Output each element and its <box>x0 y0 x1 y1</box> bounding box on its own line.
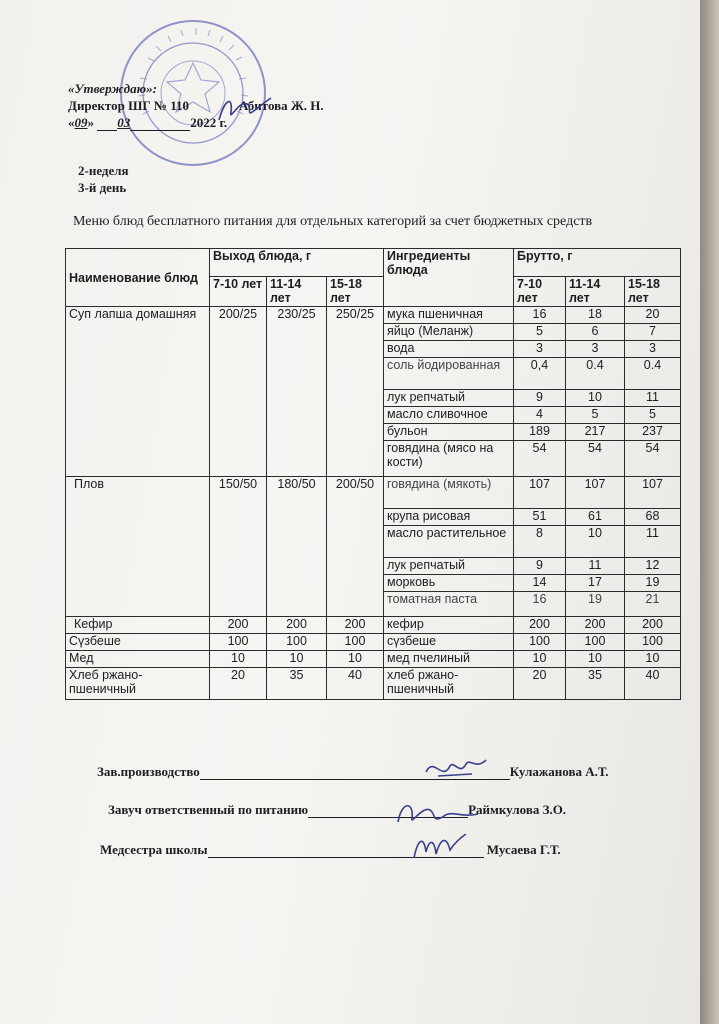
dish-name: Кефир <box>66 617 210 634</box>
brutto-value: 100 <box>566 634 625 651</box>
ingredient-name: мука пшеничная <box>384 307 514 324</box>
brutto-value: 237 <box>625 424 681 441</box>
dish-yield: 10 <box>327 651 384 668</box>
brutto-value: 54 <box>625 441 681 477</box>
dish-name: Плов <box>66 477 210 617</box>
ingredient-name: сүзбеше <box>384 634 514 651</box>
date-month: 03 <box>117 115 131 130</box>
brutto-value: 20 <box>625 307 681 324</box>
brutto-value: 16 <box>514 592 566 617</box>
dish-yield: 250/25 <box>327 307 384 477</box>
signature-role: Завуч ответственный по питанию <box>108 802 309 817</box>
day-label: 3-й день <box>78 180 127 195</box>
dish-name: Хлеб ржано-пшеничный <box>66 668 210 700</box>
header-ingredients: Ингредиенты блюда <box>384 249 514 307</box>
brutto-value: 19 <box>625 575 681 592</box>
menu-title: Меню блюд бесплатного питания для отдельных категорий за счет бюджетных средств <box>73 214 593 229</box>
brutto-value: 16 <box>514 307 566 324</box>
brutto-value: 61 <box>566 509 625 526</box>
date-mid: » <box>87 115 94 130</box>
brutto-value: 51 <box>514 509 566 526</box>
header-yield-age-15-18: 15-18 лет <box>327 277 384 307</box>
header-yield-age-7-10: 7-10 лет <box>210 277 267 307</box>
brutto-value: 9 <box>514 558 566 575</box>
brutto-value: 6 <box>566 324 625 341</box>
brutto-value: 200 <box>566 617 625 634</box>
dish-yield: 200 <box>210 617 267 634</box>
dish-yield: 35 <box>267 668 327 700</box>
brutto-value: 9 <box>514 390 566 407</box>
brutto-value: 100 <box>625 634 681 651</box>
brutto-value: 107 <box>514 477 566 509</box>
ingredient-name: говядина (мякоть) <box>384 477 514 509</box>
brutto-value: 107 <box>566 477 625 509</box>
schedule-block <box>78 162 129 196</box>
signature-name: Мусаева Г.Т. <box>486 842 561 857</box>
menu-table <box>65 248 681 700</box>
dish-yield: 180/50 <box>267 477 327 617</box>
brutto-value: 18 <box>566 307 625 324</box>
signature-name: Раймкулова З.О. <box>468 802 567 817</box>
signature-role: Зав.производство <box>97 764 200 779</box>
brutto-value: 40 <box>625 668 681 700</box>
table-row <box>66 477 681 509</box>
ingredient-name: говядина (мясо на кости) <box>384 441 514 477</box>
approval-block <box>68 80 324 131</box>
dish-name: Суп лапша домашняя <box>66 307 210 477</box>
ingredient-name: крупа рисовая <box>384 509 514 526</box>
ingredient-name: морковь <box>384 575 514 592</box>
table-row <box>66 617 681 634</box>
brutto-value: 11 <box>625 526 681 558</box>
ingredient-name: бульон <box>384 424 514 441</box>
header-brutto-age-7-10: 7-10 лет <box>514 277 566 307</box>
dish-yield: 150/50 <box>210 477 267 617</box>
brutto-value: 107 <box>625 477 681 509</box>
brutto-value: 3 <box>625 341 681 358</box>
signature-line-nutrition <box>108 802 566 818</box>
dish-yield: 100 <box>327 634 384 651</box>
brutto-value: 189 <box>514 424 566 441</box>
header-yield-age-11-14: 11-14 лет <box>267 277 327 307</box>
dish-yield: 200 <box>327 617 384 634</box>
week-label: 2-неделя <box>78 163 129 178</box>
page-edge-shadow <box>700 0 719 1024</box>
ingredient-name: яйцо (Меланж) <box>384 324 514 341</box>
header-brutto-age-15-18: 15-18 лет <box>625 277 681 307</box>
director-signature-icon <box>215 92 275 128</box>
signature-line-nurse <box>100 842 561 858</box>
table-row <box>66 634 681 651</box>
brutto-value: 11 <box>625 390 681 407</box>
brutto-value: 200 <box>514 617 566 634</box>
ingredient-name: лук репчатый <box>384 558 514 575</box>
dish-name: Сүзбеше <box>66 634 210 651</box>
date-day: 09 <box>74 115 88 130</box>
brutto-value: 0.4 <box>566 358 625 390</box>
dish-yield: 10 <box>267 651 327 668</box>
brutto-value: 17 <box>566 575 625 592</box>
brutto-value: 68 <box>625 509 681 526</box>
ingredient-name: масло сливочное <box>384 407 514 424</box>
brutto-value: 10 <box>566 651 625 668</box>
table-row <box>66 668 681 700</box>
dish-yield: 20 <box>210 668 267 700</box>
table-row <box>66 651 681 668</box>
ingredient-name: масло растительное <box>384 526 514 558</box>
brutto-value: 5 <box>566 407 625 424</box>
brutto-value: 200 <box>625 617 681 634</box>
approval-heading: «Утверждаю»: <box>68 81 157 96</box>
brutto-value: 54 <box>514 441 566 477</box>
dish-name: Мед <box>66 651 210 668</box>
brutto-value: 0.4 <box>625 358 681 390</box>
signature-role: Медсестра школы <box>100 842 208 857</box>
brutto-value: 100 <box>514 634 566 651</box>
brutto-value: 217 <box>566 424 625 441</box>
header-yield: Выход блюда, г <box>210 249 384 277</box>
dish-yield: 100 <box>267 634 327 651</box>
brutto-value: 19 <box>566 592 625 617</box>
brutto-value: 3 <box>566 341 625 358</box>
dish-yield: 40 <box>327 668 384 700</box>
brutto-value: 10 <box>625 651 681 668</box>
brutto-value: 20 <box>514 668 566 700</box>
dish-yield: 230/25 <box>267 307 327 477</box>
brutto-value: 14 <box>514 575 566 592</box>
ingredient-name: томатная паста <box>384 592 514 617</box>
brutto-value: 54 <box>566 441 625 477</box>
brutto-value: 35 <box>566 668 625 700</box>
ingredient-name: кефир <box>384 617 514 634</box>
brutto-value: 21 <box>625 592 681 617</box>
signature-scribble-icon <box>420 752 490 786</box>
ingredient-name: лук репчатый <box>384 390 514 407</box>
ingredient-name: соль йодированная <box>384 358 514 390</box>
director-title: Директор ШГ № 110 <box>68 98 190 113</box>
brutto-value: 8 <box>514 526 566 558</box>
table-row <box>66 307 681 324</box>
ingredient-name: вода <box>384 341 514 358</box>
header-brutto: Брутто, г <box>514 249 681 277</box>
dish-yield: 200 <box>267 617 327 634</box>
brutto-value: 10 <box>566 390 625 407</box>
header-brutto-age-11-14: 11-14 лет <box>566 277 625 307</box>
date-open: « <box>68 115 75 130</box>
brutto-value: 5 <box>625 407 681 424</box>
dish-yield: 100 <box>210 634 267 651</box>
brutto-value: 3 <box>514 341 566 358</box>
signature-scribble-icon <box>410 828 470 864</box>
dish-yield: 200/50 <box>327 477 384 617</box>
brutto-value: 11 <box>566 558 625 575</box>
signature-name: Кулажанова А.Т. <box>509 764 609 779</box>
director-name: Абитова Ж. Н. <box>239 98 324 113</box>
brutto-value: 7 <box>625 324 681 341</box>
brutto-value: 10 <box>514 651 566 668</box>
signature-scribble-icon <box>392 796 482 830</box>
dish-yield: 10 <box>210 651 267 668</box>
ingredient-name: хлеб ржано-пшеничный <box>384 668 514 700</box>
brutto-value: 0,4 <box>514 358 566 390</box>
signature-line-production <box>97 764 609 780</box>
dish-yield: 200/25 <box>210 307 267 477</box>
brutto-value: 5 <box>514 324 566 341</box>
ingredient-name: мед пчелиный <box>384 651 514 668</box>
header-dish: Наименование блюд <box>66 249 210 307</box>
brutto-value: 12 <box>625 558 681 575</box>
date-year: 2022 г. <box>190 115 228 130</box>
brutto-value: 4 <box>514 407 566 424</box>
brutto-value: 10 <box>566 526 625 558</box>
